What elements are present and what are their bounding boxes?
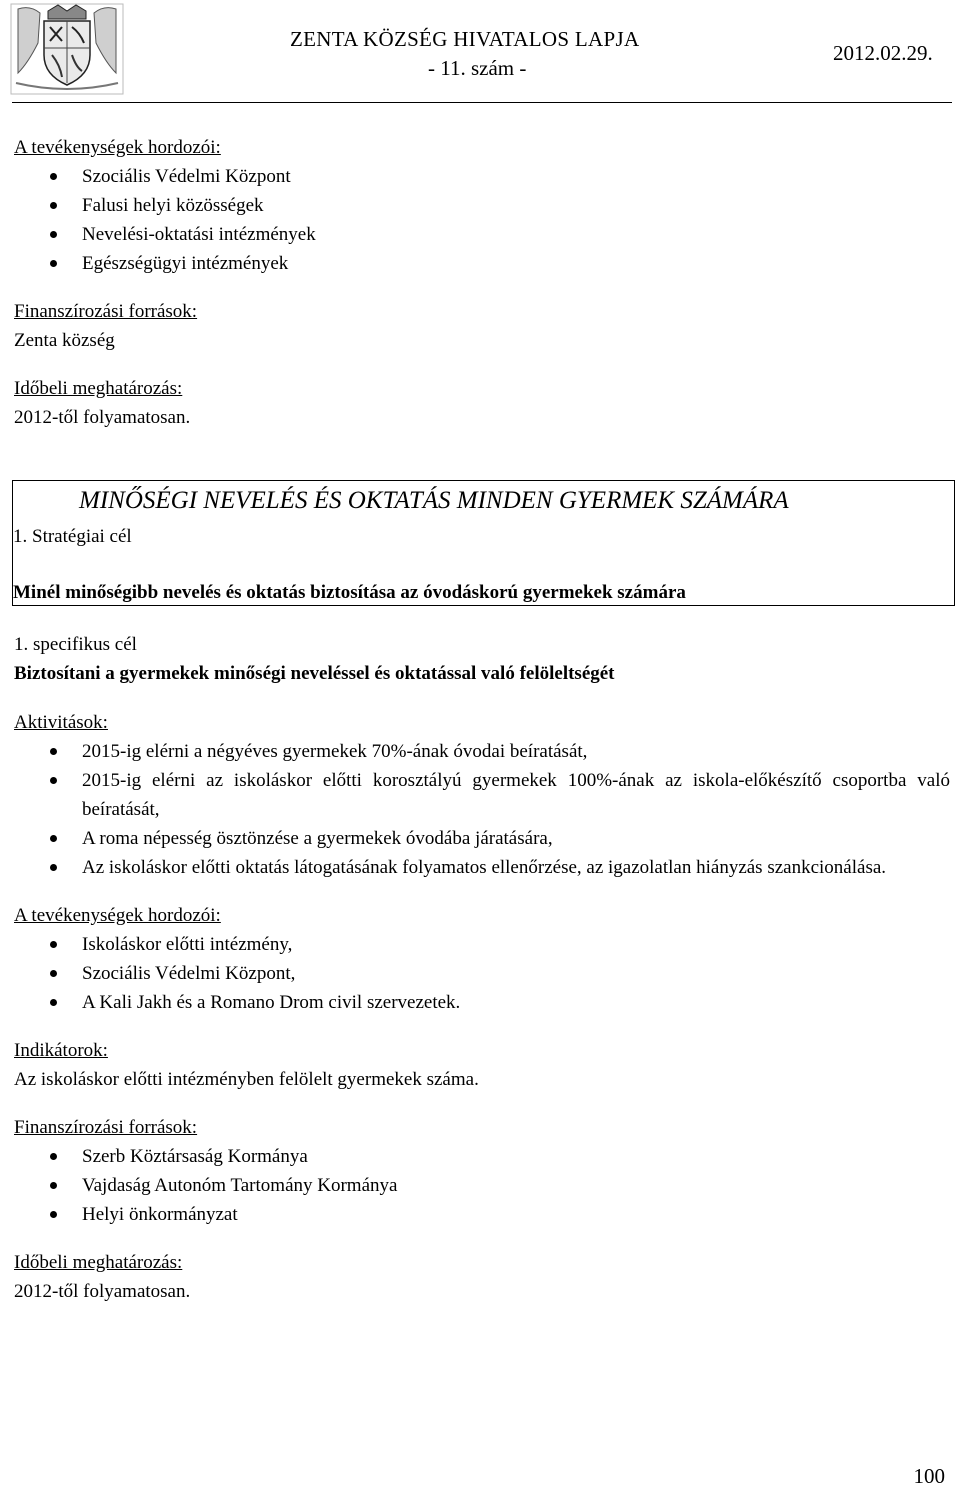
publication-title: ZENTA KÖZSÉG HIVATALOS LAPJA (290, 27, 640, 51)
funding-text: Zenta község (14, 330, 115, 351)
activities-heading: Aktivitások: (14, 712, 108, 733)
specific-goal-text: Biztosítani a gyermekek minőségi neveléssel és oktatással való felöleltségét (14, 663, 615, 684)
carriers-heading: A tevékenységek hordozói: (14, 137, 221, 158)
strategy-goal: Minél minőségibb nevelés és oktatás biztosítása az óvodáskorú gyermekek számára (13, 582, 686, 603)
list-item: Helyi önkormányzat (14, 1200, 954, 1229)
list-item: A Kali Jakh és a Romano Drom civil szervezetek. (14, 988, 954, 1017)
list-item: Az iskoláskor előtti oktatás látogatásának folyamatos ellenőrzése, az igazolatlan hiányzás szankcionálása. (14, 853, 950, 882)
timing-heading: Időbeli meghatározás: (14, 378, 183, 399)
carriers-list (14, 930, 954, 1017)
specific-goal-label: 1. specifikus cél (14, 634, 137, 655)
activities-list (14, 737, 954, 882)
strategic-goal-box (12, 480, 955, 606)
list-item: Iskoláskor előtti intézmény, (14, 930, 954, 959)
list-item: Szociális Védelmi Központ (14, 162, 954, 191)
timing-heading: Időbeli meghatározás: (14, 1252, 183, 1273)
funding-heading: Finanszírozási források: (14, 1117, 198, 1138)
page-header (0, 0, 960, 100)
list-item: Egészségügyi intézmények (14, 249, 954, 278)
publication-date: 2012.02.29. (833, 41, 933, 65)
carriers-list (14, 162, 954, 278)
list-item: Szociális Védelmi Központ, (14, 959, 954, 988)
issue-number: - 11. szám - (428, 56, 527, 80)
carriers-heading: A tevékenységek hordozói: (14, 905, 221, 926)
list-item: A roma népesség ösztönzése a gyermekek óvodába járatására, (14, 824, 950, 853)
coat-of-arms-icon (10, 3, 124, 95)
list-item: Vajdaság Autonóm Tartomány Kormánya (14, 1171, 954, 1200)
indicators-heading: Indikátorok: (14, 1040, 108, 1061)
funding-heading: Finanszírozási források: (14, 301, 198, 322)
timing-text: 2012-től folyamatosan. (14, 407, 191, 428)
header-divider (12, 102, 952, 103)
list-item: Falusi helyi közösségek (14, 191, 954, 220)
list-item: Nevelési-oktatási intézmények (14, 220, 954, 249)
strategy-title: MINŐSÉGI NEVELÉS ÉS OKTATÁS MINDEN GYERMEK SZÁMÁRA (79, 487, 789, 514)
indicators-text: Az iskoláskor előtti intézményben felölelt gyermekek száma. (14, 1069, 479, 1090)
strategy-label: 1. Stratégiai cél (13, 526, 132, 547)
specific-goal-section (14, 630, 954, 1306)
list-item: 2015-ig elérni az iskoláskor előtti korosztályú gyermekek 100%-ának az iskola-előkészítő csoportba való beíratását, (14, 766, 950, 824)
funding-list (14, 1142, 954, 1229)
section-1 (14, 133, 954, 432)
list-item: 2015-ig elérni a négyéves gyermekek 70%-ának óvodai beíratását, (14, 737, 950, 766)
list-item: Szerb Köztársaság Kormánya (14, 1142, 954, 1171)
timing-text: 2012-től folyamatosan. (14, 1281, 191, 1302)
page-number: 100 (913, 1464, 945, 1488)
